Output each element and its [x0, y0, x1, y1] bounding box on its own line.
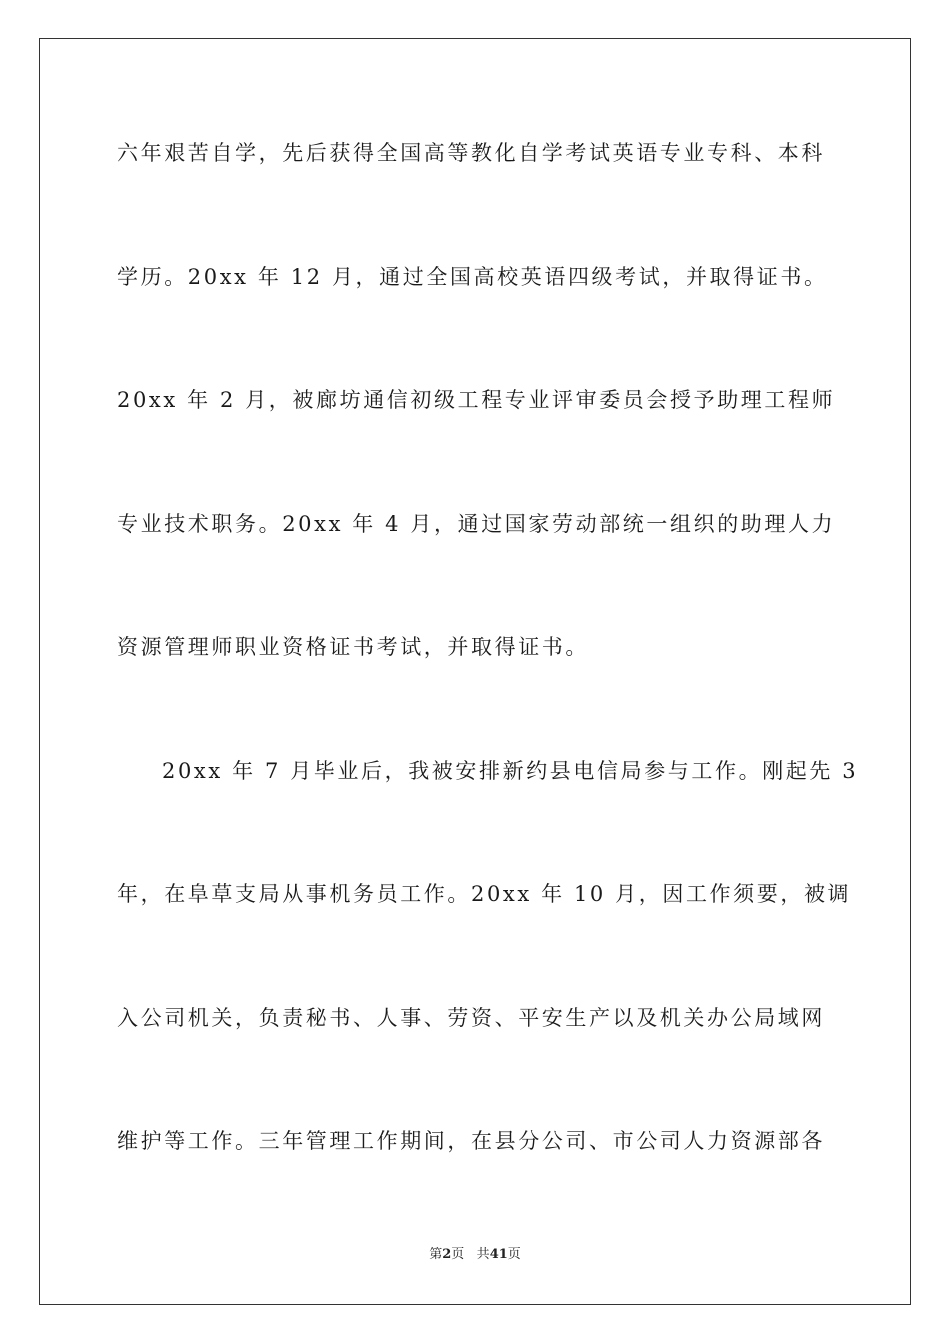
text-line: 资源管理师职业资格证书考试，并取得证书。 [117, 635, 589, 659]
total-pages: 41 [489, 1247, 508, 1262]
total-label-prefix: 共 [476, 1247, 490, 1262]
text-line: 维护等工作。三年管理工作期间，在县分公司、市公司人力资源部各 [117, 1129, 825, 1153]
page-border [39, 38, 911, 1305]
paragraph-first-line: 20xx 年 7 月毕业后，我被安排新约县电信局参与工作。刚起先 3 [162, 759, 859, 783]
text-line: 六年艰苦自学，先后获得全国高等教化自学考试英语专业专科、本科 [117, 141, 825, 165]
text-line: 专业技术职务。20xx 年 4 月，通过国家劳动部统一组织的助理人力 [117, 512, 836, 536]
page-footer [0, 1245, 950, 1265]
text-line: 年，在阜草支局从事机务员工作。20xx 年 10 月，因工作须要，被调 [117, 882, 852, 906]
total-label-suffix: 页 [507, 1247, 521, 1262]
page-label-suffix: 页 [451, 1247, 465, 1262]
page-label-prefix: 第 [429, 1247, 443, 1262]
text-line: 20xx 年 2 月，被廊坊通信初级工程专业评审委员会授予助理工程师 [117, 388, 836, 412]
text-line: 学历。20xx 年 12 月，通过全国高校英语四级考试，并取得证书。 [117, 265, 828, 289]
text-line: 入公司机关，负责秘书、人事、劳资、平安生产以及机关办公局域网 [117, 1006, 825, 1030]
page-number: 2 [442, 1247, 452, 1262]
